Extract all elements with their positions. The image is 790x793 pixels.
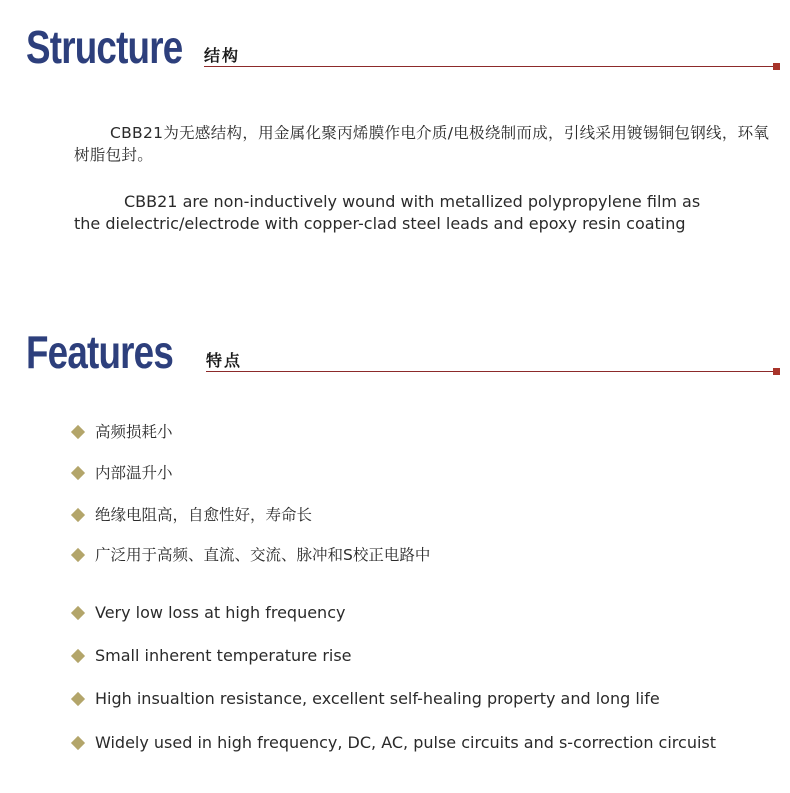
structure-title-cn: 结构 [204,46,241,65]
feature-text: 高频损耗小 [95,423,173,441]
structure-description-en-line2: the dielectric/electrode with copper-clad steel leads and epoxy resin coating [74,214,686,233]
structure-description-en-line1: CBB21 are non-inductively wound with metallized polypropylene film as [124,192,701,211]
features-heading [26,315,780,378]
feature-text: 广泛用于高频、直流、交流、脉冲和S校正电路中 [95,546,431,564]
feature-item-en [70,733,770,753]
feature-item-cn [70,463,770,483]
features-title-cn: 特点 [206,351,243,370]
diamond-bullet-icon [71,692,85,706]
structure-heading [26,10,780,73]
diamond-bullet-icon [71,508,85,522]
structure-divider-end-marker [773,63,780,70]
feature-item-cn [70,545,770,565]
feature-text: High insualtion resistance, excellent self-healing property and long life [95,689,660,708]
features-title-en: Features [26,326,173,378]
diamond-bullet-icon [71,736,85,750]
feature-text: Very low loss at high frequency [95,603,346,622]
diamond-bullet-icon [71,425,85,439]
feature-item-en [70,646,770,666]
feature-text: Small inherent temperature rise [95,646,352,665]
structure-description-cn: CBB21为无感结构，用金属化聚丙烯膜作电介质/电极绕制而成，引线采用镀锡铜包钢线，环氧树脂包封。 [74,124,770,164]
structure-divider [204,66,774,67]
features-divider [206,371,774,372]
structure-title-en: Structure [26,21,183,73]
diamond-bullet-icon [71,649,85,663]
diamond-bullet-icon [71,606,85,620]
diamond-bullet-icon [71,466,85,480]
feature-item-cn [70,422,770,442]
feature-text: 内部温升小 [95,464,173,482]
structure-description-en [74,191,779,235]
features-divider-end-marker [773,368,780,375]
feature-item-en [70,689,770,709]
feature-text: 绝缘电阻高，自愈性好，寿命长 [95,506,313,524]
diamond-bullet-icon [71,548,85,562]
feature-text: Widely used in high frequency, DC, AC, pulse circuits and s-correction circuist [95,733,717,752]
feature-item-cn [70,505,770,525]
feature-item-en [70,603,770,623]
